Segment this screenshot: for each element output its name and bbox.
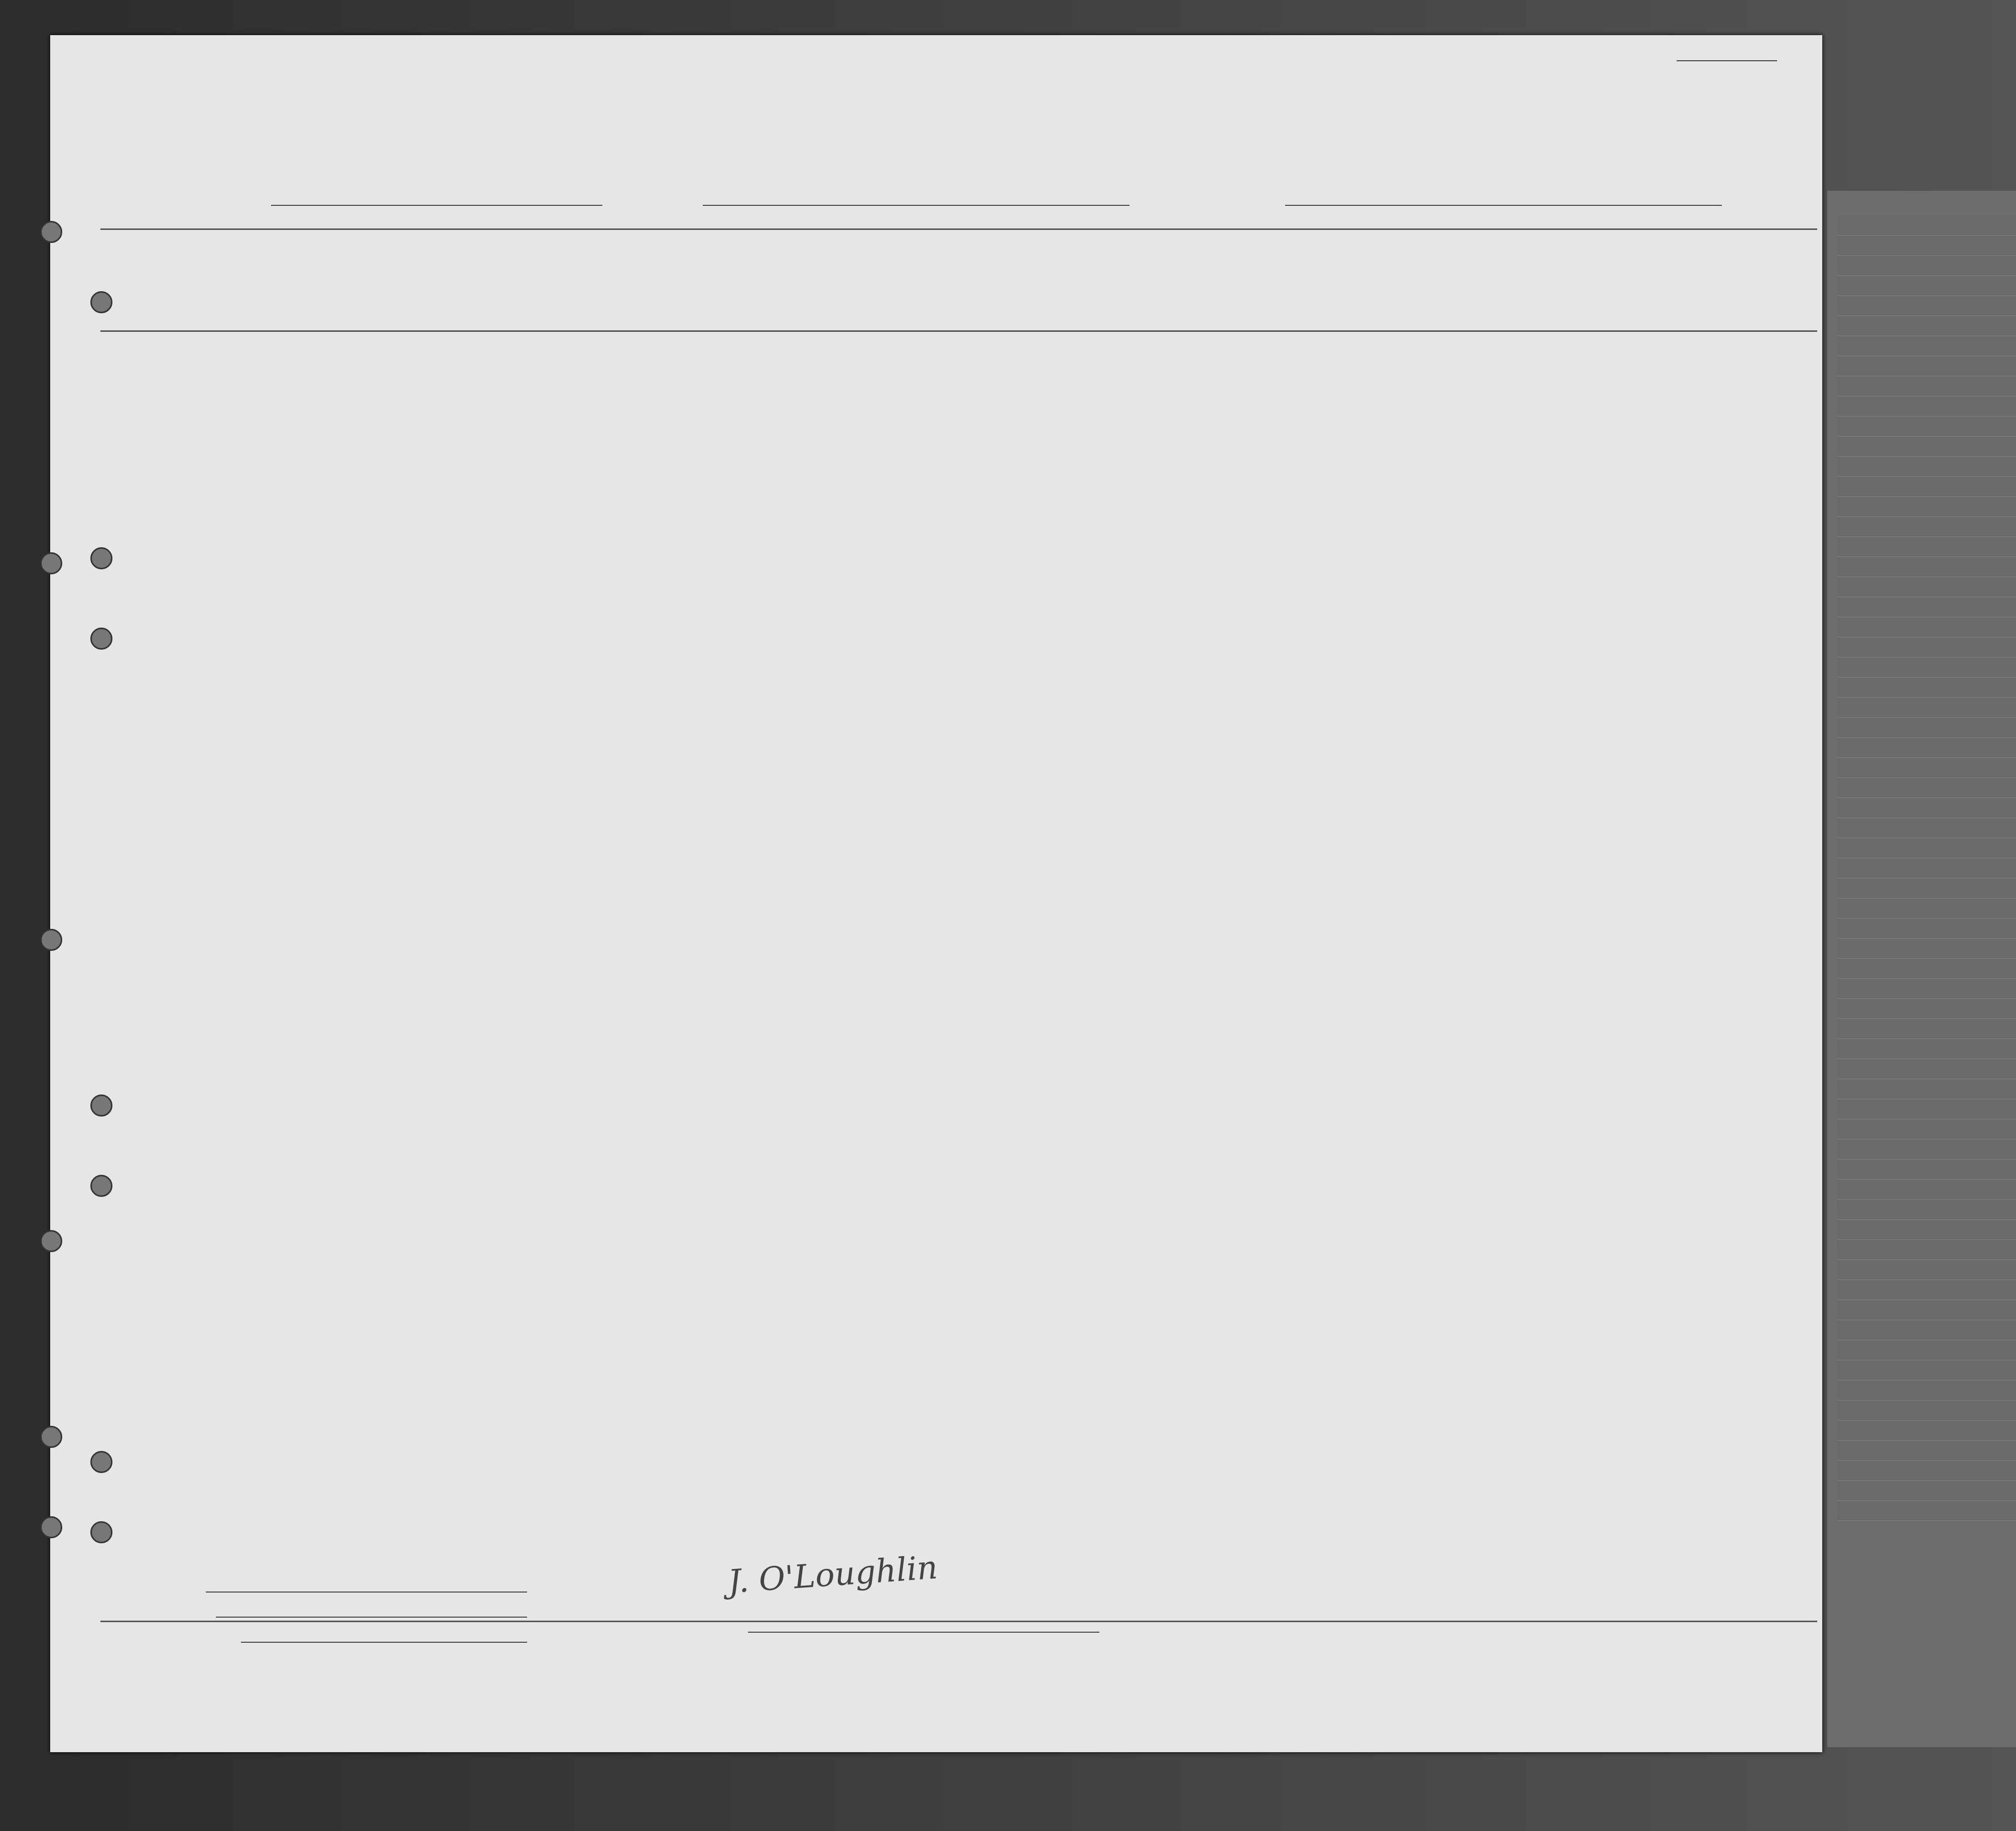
sheet-number-value	[1677, 60, 1777, 61]
crew-table	[100, 228, 1817, 1622]
vessel-name	[271, 205, 602, 206]
punch-hole	[40, 552, 62, 574]
line-value	[206, 1592, 527, 1593]
agents-value	[241, 1642, 527, 1643]
arrival-date	[873, 205, 1129, 206]
punch-hole	[40, 929, 62, 951]
punch-hole	[40, 1426, 62, 1448]
header-bottom-rule	[100, 330, 1817, 332]
inspector-signature: J. O'Loughlin	[726, 1549, 939, 1601]
signature-line	[748, 1632, 1099, 1633]
punch-hole	[40, 1230, 62, 1252]
arriving-port	[703, 205, 873, 206]
punch-hole	[40, 221, 62, 243]
owners-value	[216, 1617, 527, 1618]
underlying-sheet-lines	[1837, 216, 2016, 1521]
manifest-sheet	[50, 35, 1822, 1752]
punch-hole	[40, 1516, 62, 1538]
departure-port	[1285, 205, 1722, 206]
